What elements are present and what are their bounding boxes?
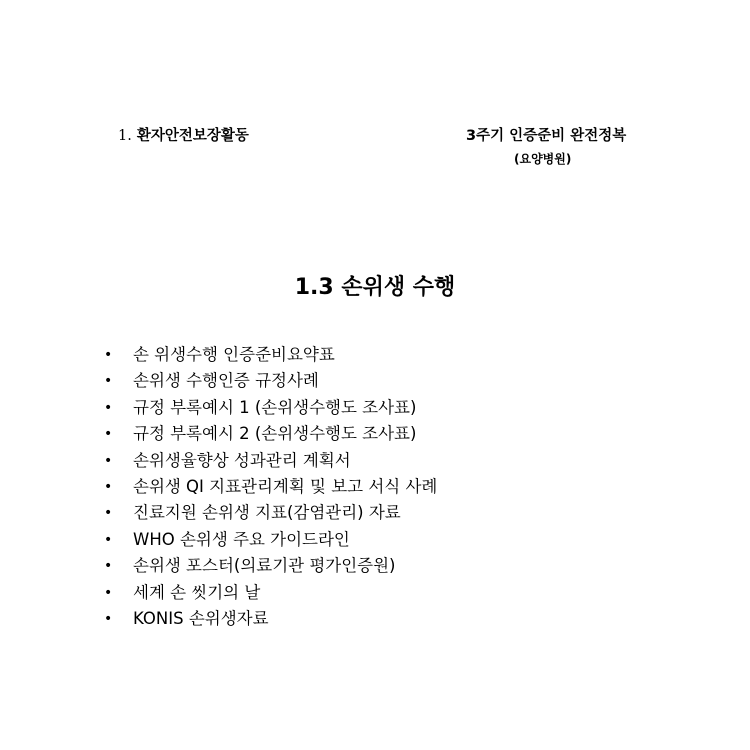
bullet-icon: •	[104, 610, 113, 627]
bullet-icon: •	[104, 426, 113, 443]
book-subtitle: (요양병원)	[514, 152, 572, 166]
list-item-label: 진료지원 손위생 지표(감염관리) 자료	[133, 503, 401, 523]
bullet-icon: •	[104, 373, 113, 390]
list-item-label: WHO 손위생 주요 가이드라인	[133, 529, 350, 549]
bullet-icon: •	[104, 399, 113, 416]
chapter-title: 환자안전보장활동	[136, 128, 249, 144]
list-item-label: 손위생 수행인증 규정사례	[133, 371, 319, 391]
bullet-icon: •	[104, 505, 113, 522]
list-item-label: 규정 부록예시 2 (손위생수행도 조사표)	[133, 424, 417, 444]
bullet-icon: •	[104, 531, 113, 548]
list-item-label: KONIS 손위생자료	[133, 608, 269, 628]
bullet-icon: •	[104, 452, 113, 469]
book-title: 3주기 인증준비 완전정복	[466, 128, 627, 144]
chapter-number: 1.	[118, 128, 132, 144]
list-item-label: 손위생 QI 지표관리계획 및 보고 서식 사례	[133, 476, 438, 496]
list-item-label: 손위생 포스터(의료기관 평가인증원)	[133, 556, 396, 576]
bullet-icon: •	[104, 584, 113, 601]
bullet-icon: •	[104, 347, 113, 363]
list-item-label: 손위생율향상 성과관리 계획서	[133, 450, 351, 470]
chapter-heading	[118, 124, 249, 145]
section-title: 1.3 손위생 수행	[294, 275, 456, 300]
list-item-label: 세계 손 씻기의 날	[133, 582, 261, 602]
list-item-label: 규정 부록예시 1 (손위생수행도 조사표)	[133, 397, 417, 417]
list-item-label: 손 위생수행 인증준비요약표	[133, 345, 335, 364]
bullet-icon: •	[104, 558, 113, 575]
bullet-icon: •	[104, 478, 113, 495]
